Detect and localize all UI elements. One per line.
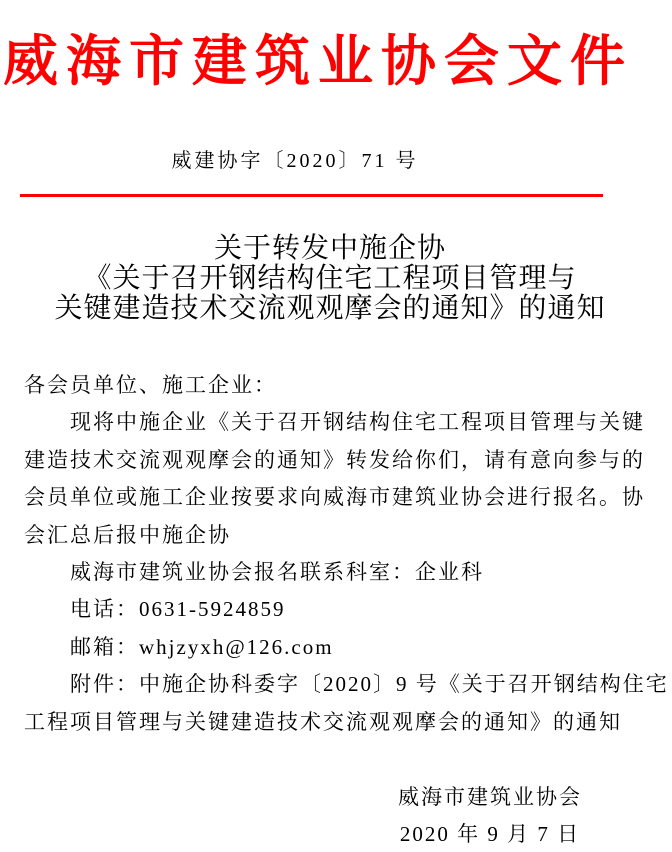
red-divider-line bbox=[20, 194, 603, 197]
title-line-3: 关键建造技术交流观观摩会的通知》的通知 bbox=[54, 293, 606, 324]
body-line: 建造技术交流观观摩会的通知》转发给你们，请有意向参与的 bbox=[24, 447, 645, 472]
masthead-title: 威海市建筑业协会文件 bbox=[2, 31, 633, 92]
body-line: 会员单位或施工企业按要求向威海市建筑业协会进行报名。协 bbox=[24, 485, 645, 510]
signature-organization: 威海市建筑业协会 bbox=[398, 785, 582, 809]
body-line-contact-department: 威海市建筑业协会报名联系科室：企业科 bbox=[70, 560, 484, 585]
body-line-attachment: 附件：中施企协科委字〔2020〕9 号《关于召开钢结构住宅 bbox=[70, 672, 669, 697]
body-line-salutation: 各会员单位、施工企业： bbox=[24, 373, 277, 397]
signature-block bbox=[360, 779, 620, 852]
body-line: 现将中施企业《关于召开钢结构住宅工程项目管理与关键 bbox=[70, 410, 645, 435]
document-number: 威建协字〔2020〕71 号 bbox=[171, 150, 419, 172]
title-line-1: 关于转发中施企协 bbox=[213, 233, 446, 264]
document-title bbox=[0, 234, 666, 324]
document-body bbox=[24, 367, 668, 741]
body-line-phone: 电话：0631-5924859 bbox=[70, 597, 286, 622]
body-line: 工程项目管理与关键建造技术交流观观摩会的通知》的通知 bbox=[24, 709, 622, 734]
signature-date: 2020 年 9 月 7 日 bbox=[399, 822, 581, 846]
title-line-2: 《关于召开钢结构住宅工程项目管理与 bbox=[83, 263, 577, 294]
body-line: 会汇总后报中施企协 bbox=[24, 522, 231, 547]
body-line-email: 邮箱：whjzyxh@126.com bbox=[70, 634, 334, 659]
